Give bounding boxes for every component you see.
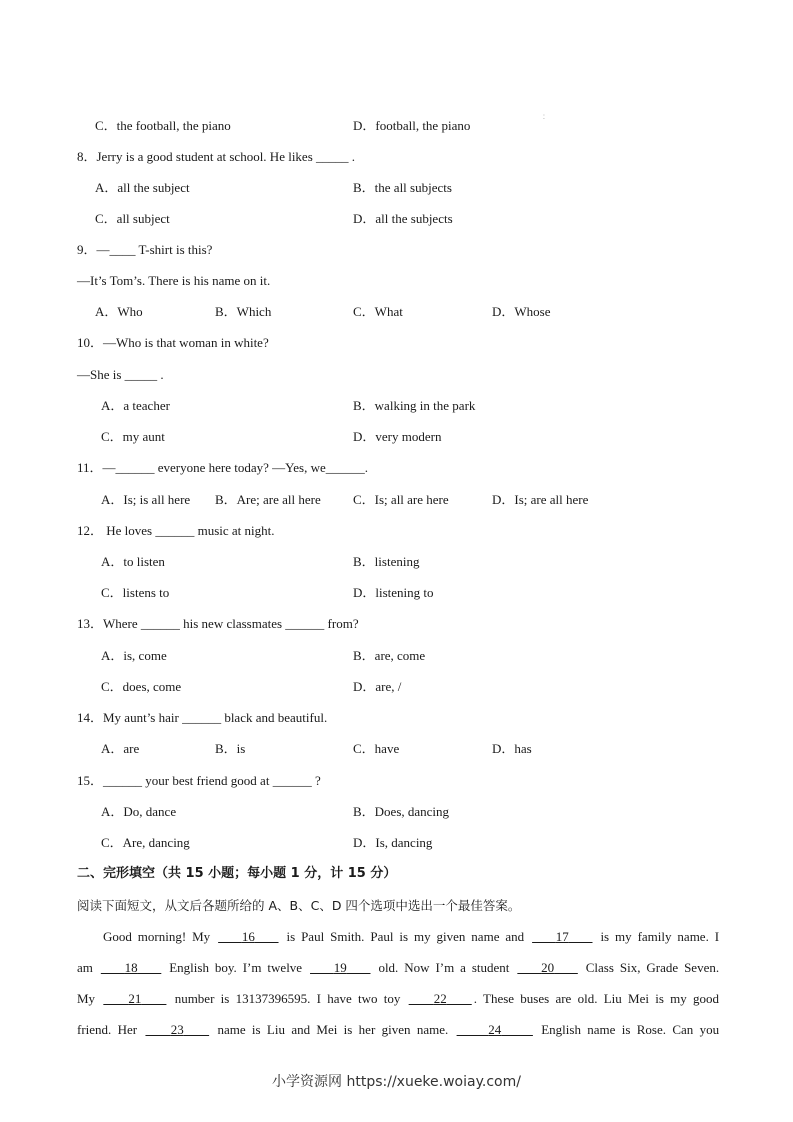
q12-option-a: A．to listen (101, 554, 165, 569)
q12-option-c: C．listens to (101, 585, 170, 600)
passage-line: Good morning! My 16 is Paul Smith. Paul is my given name and 17 is my family name. I (103, 929, 720, 944)
q12-stem: 12． He loves ______ music at night. (77, 523, 275, 538)
q13-stem: 13．Where ______ his new classmates ______ from? (77, 616, 359, 631)
q13-option-c: C．does, come (101, 679, 182, 694)
q7-option-d: D．football, the piano (353, 118, 471, 133)
cloze-blank: 19 (333, 960, 347, 975)
q9-option-c: C．What (353, 304, 403, 319)
q10-option-a: A．a teacher (101, 398, 170, 413)
passage-line: friend. Her 23 name is Liu and Mei is her given name. 24 English name is Rose. Can you (77, 1022, 720, 1037)
q13-option-a: A．is, come (101, 648, 167, 663)
passage-line: am 18 English boy. I’m twelve 19 old. Now I’m a student 20 Class Six, Grade Seven. (77, 960, 720, 975)
q13-option-b: B．are, come (353, 648, 426, 663)
q10-option-d: D．very modern (353, 429, 442, 444)
q11-option-a: A．Is; is all here (101, 492, 191, 507)
cloze-blank: 17 (555, 929, 569, 944)
q10-option-c: C．my aunt (101, 429, 165, 444)
stray-mark: ⁚ (543, 115, 545, 121)
cloze-passage (77, 921, 719, 1045)
q10-dialogue: —She is _____ . (77, 367, 164, 382)
q9-option-b: B．Which (215, 304, 272, 319)
q7-option-c: C．the football, the piano (95, 118, 231, 133)
cloze-blank: 16 (241, 929, 255, 944)
q11-option-c: C．Is; all are here (353, 492, 449, 507)
q10-option-b: B．walking in the park (353, 398, 476, 413)
q14-option-d: D．has (492, 741, 532, 756)
q10-stem: 10．—Who is that woman in white? (77, 335, 269, 350)
q12-option-d: D．listening to (353, 585, 434, 600)
q9-dialogue: —It’s Tom’s. There is his name on it. (77, 273, 271, 288)
q9-option-d: D．Whose (492, 304, 551, 319)
q13-option-d: D．are, / (353, 679, 402, 694)
q11-option-d: D．Is; are all here (492, 492, 589, 507)
section-heading: 二、完形填空（共 15 小题；每小题 1 分，计 15 分） (77, 866, 397, 881)
q11-stem: 11．—______ everyone here today? —Yes, we______. (77, 460, 369, 475)
q15-stem: 15．______ your best friend good at ______ ? (77, 773, 321, 788)
q12-option-b: B．listening (353, 554, 420, 569)
q8-option-d: D．all the subjects (353, 211, 453, 226)
q8-option-a: A．all the subject (95, 180, 190, 195)
q9-stem: 9．—____ T-shirt is this? (77, 242, 213, 257)
q15-option-b: B．Does, dancing (353, 804, 450, 819)
cloze-blank: 20 (541, 960, 555, 975)
q14-stem: 14．My aunt’s hair ______ black and beautiful. (77, 710, 328, 725)
q15-option-c: C．Are, dancing (101, 835, 190, 850)
q11-option-b: B．Are; are all here (215, 492, 321, 507)
q15-option-d: D．Is, dancing (353, 835, 433, 850)
q14-option-b: B．is (215, 741, 246, 756)
q14-option-a: A．are (101, 741, 140, 756)
footer-watermark: 小学资源网 https://xueke.woiay.com/ (272, 1074, 521, 1090)
q8-option-c: C．all subject (95, 211, 170, 226)
cloze-blank: 18 (124, 960, 138, 975)
q14-option-c: C．have (353, 741, 400, 756)
cloze-blank: 23 (170, 1022, 184, 1037)
cloze-blank: 24 (488, 1022, 502, 1037)
section-instruction: 阅读下面短文，从文后各题所给的 A、B、C、D 四个选项中选出一个最佳答案。 (77, 898, 521, 913)
q8-option-b: B．the all subjects (353, 180, 452, 195)
cloze-blank: 22 (433, 991, 447, 1006)
q8-stem: 8．Jerry is a good student at school. He likes _____ . (77, 149, 356, 164)
passage-line: My 21 number is 13137396595. I have two toy 22 . These buses are old. Liu Mei is my good (77, 991, 720, 1006)
cloze-blank: 21 (128, 991, 142, 1006)
q9-option-a: A．Who (95, 304, 143, 319)
q15-option-a: A．Do, dance (101, 804, 177, 819)
